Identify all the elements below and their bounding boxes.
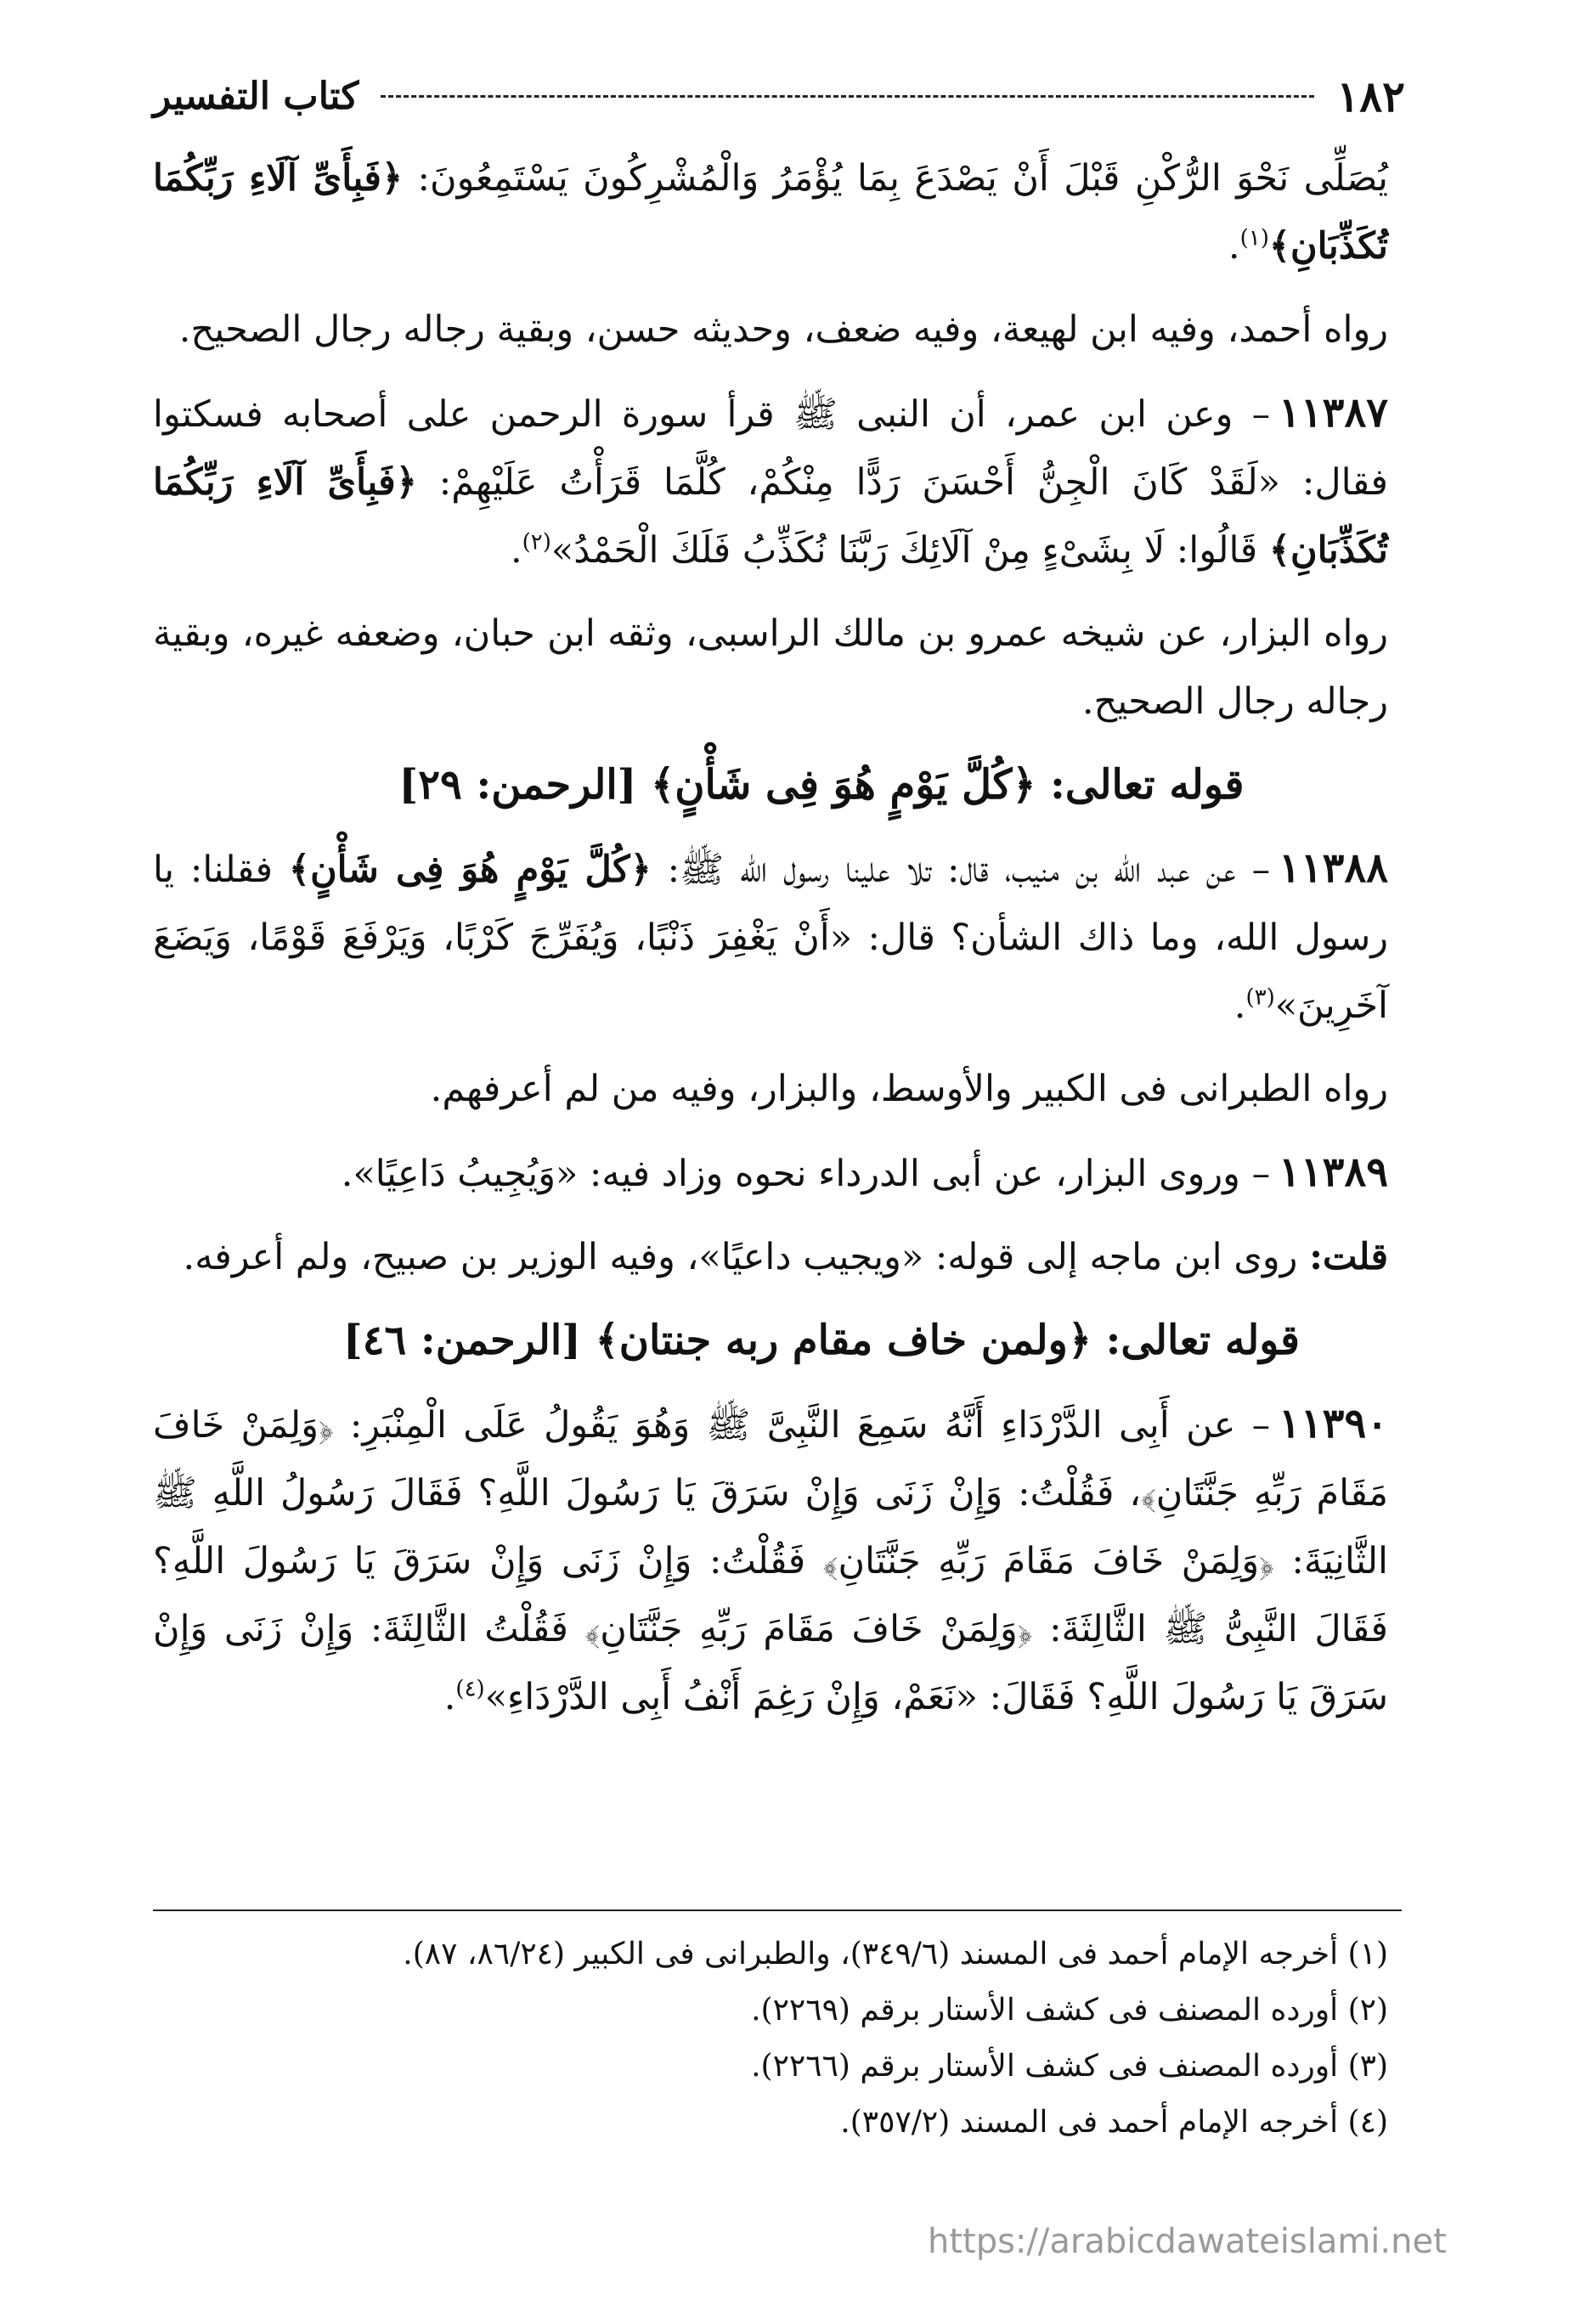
paragraph-text: فقلنا: يا رسول الله، وما ذاك الشأن؟ قال: «أَنْ يَغْفِرَ ذَنْبًا، وَيُفَرِّجَ كَرْبًا، وَيَرْفَعَ قَوْمًا، وَيَضَعَ آخَرِينَ» xyxy=(153,849,1388,1027)
section-heading: قوله تعالى: ﴿ولمن خاف مقام ربه جنتان﴾ [الرحمن: ٤٦] xyxy=(343,1317,1300,1364)
paragraph-text: رواه الطبرانى فى الكبير والأوسط، والبزار، وفيه من لم أعرفهم. xyxy=(430,1068,1388,1110)
footnotes xyxy=(153,1926,1388,2151)
footnote: (١) أخرجه الإمام أحمد فى المسند (٣٤٩/٦)، والطبرانى فى الكبير (٨٦/٢٤، ٨٧). xyxy=(403,1937,1388,1971)
hadith-11388: ١١٣٨٨– عن عبد الله بن منيب، قال: تلا علينا رسول الله ﷺ: ﴿كُلَّ يَوْمٍ هُوَ فِى شَأْنٍ﴾ فقلنا: يا رسول الله، وما ذاك الشأن؟ قال: «أَنْ يَغْفِرَ ذَنْبًا، وَيُفَرِّجَ كَرْبًا، وَيَرْفَعَ قَوْمًا، وَيَضَعَ آخَرِينَ»$^{(٣)}$. xyxy=(153,844,1389,1027)
header-divider xyxy=(381,95,1314,98)
quran-verse: ﴿كُلَّ يَوْمٍ هُوَ فِى شَأْنٍ﴾ xyxy=(288,849,652,891)
hadith-11390: ١١٣٩٠– عن أَبِى الدَّرْدَاءِ أَنَّهُ سَمِعَ النَّبِىَّ ﷺ وَهُوَ يَقُولُ عَلَى الْمِنْبَرِ: ﴿وَلِمَنْ خَافَ مَقَامَ رَبِّهِ جَنَّتَانِ﴾، فَقُلْتُ: وَإِنْ زَنَى وَإِنْ سَرَقَ يَا رَسُولَ اللَّهِ؟ فَقَالَ رَسُولُ اللَّهِ ﷺ الثَّانِيَةَ: ﴿وَلِمَنْ خَافَ مَقَامَ رَبِّهِ جَنَّتَانِ﴾ فَقُلْتُ: وَإِنْ زَنَى وَإِنْ سَرَقَ يَا رَسُولَ اللَّهِ؟ فَقَالَ النَّبِىُّ ﷺ الثَّالِثَةَ: ﴿وَلِمَنْ خَافَ مَقَامَ رَبِّهِ جَنَّتَانِ﴾ فَقُلْتُ الثَّالِثَةَ: وَإِنْ زَنَى وَإِنْ سَرَقَ يَا رَسُولَ اللَّهِ؟ فَقَالَ: «نَعَمْ، وَإِنْ رَغِمَ أَنْفُ أَبِى الدَّرْدَاءِ»$^{(٤)}$. xyxy=(153,1400,1388,1718)
paragraph-continuation: يُصَلِّى نَحْوَ الرُّكْنِ قَبْلَ أَنْ يَصْدَعَ بِمَا يُؤْمَرُ وَالْمُشْرِكُونَ يَسْتَمِعُونَ: ﴿فَبِأَىِّ آلَاءِ رَبِّكُمَا تُكَذِّبَانِ﴾$^{(١)}$. xyxy=(153,157,1388,268)
footnote-divider xyxy=(153,1909,1402,1911)
hadith-11387: ١١٣٨٧– وعن ابن عمر، أن النبى ﷺ قرأ سورة الرحمن على أصحابه فسكتوا فقال: «لَقَدْ كَانَ الْجِنُّ أَحْسَنَ رَدًّا مِنْكُمْ، كُلَّمَا قَرَأْتُ عَلَيْهِمْ: ﴿فَبِأَىِّ آلَاءِ رَبِّكُمَا تُكَذِّبَانِ﴾ قَالُوا: لَا بِشَىْءٍ مِنْ آلَائِكَ رَبَّنَا نُكَذِّبُ فَلَكَ الْحَمْدُ»$^{(٢)}$. xyxy=(153,389,1388,572)
footnote-ref: (٣) xyxy=(1245,984,1275,1011)
footnote-ref: (٤) xyxy=(455,1676,485,1702)
hadith-number: ١١٣٨٨ xyxy=(1279,844,1389,892)
paragraph-text: رواه أحمد، وفيه ابن لهيعة، وفيه ضعف، وحديثه حسن، وبقية رجاله رجال الصحيح. xyxy=(178,308,1388,351)
hadith-number: ١١٣٨٩ xyxy=(1279,1148,1388,1196)
page-number: ١٨٢ xyxy=(1336,71,1405,121)
section-heading: قوله تعالى: ﴿كُلَّ يَوْمٍ هُوَ فِى شَأْنٍ﴾ [الرحمن: ٢٩] xyxy=(398,761,1245,809)
hadith-number: ١١٣٩٠ xyxy=(1279,1400,1388,1447)
narration-note xyxy=(153,296,1388,364)
footnote-ref: (١) xyxy=(1239,225,1269,251)
book-title: كتاب التفسير xyxy=(153,74,359,118)
narration-note xyxy=(153,600,1388,736)
comment-label: قلت: xyxy=(1309,1236,1388,1278)
page-header xyxy=(153,66,1405,126)
paragraph-text: قَالُوا: لَا بِشَىْءٍ مِنْ آلَائِكَ رَبَّنَا نُكَذِّبُ فَلَكَ الْحَمْدُ» xyxy=(550,529,1269,572)
footnote: (٤) أخرجه الإمام أحمد فى المسند (٣٥٧/٢). xyxy=(840,2105,1388,2140)
main-text xyxy=(153,144,1388,1746)
paragraph-text: رواه البزار، عن شيخه عمرو بن مالك الراسبى، وثقه ابن حبان، وضعفه غيره، وبقية رجاله رجال الصحيح. xyxy=(153,612,1388,723)
watermark-url: https://arabicdawateislami.net xyxy=(928,2222,1447,2261)
hadith-number: ١١٣٨٧ xyxy=(1279,389,1388,437)
paragraph-text: – وروى البزار، عن أبى الدرداء نحوه وزاد فيه: «وَيُجِيبُ دَاعِيًا». xyxy=(341,1153,1271,1195)
footnote: (٣) أورده المصنف فى كشف الأستار برقم (٢٢٦٦). xyxy=(751,2049,1388,2084)
narration-note xyxy=(153,1055,1388,1123)
paragraph-text: – عن عبد الله بن منيب، قال: تلا علينا رسول الله ﷺ: xyxy=(651,849,1271,891)
quran-verse: ﴿فَبِأَىِّ آلَاءِ رَبِّكُمَا تُكَذِّبَانِ﴾ xyxy=(153,461,1388,572)
author-comment xyxy=(153,1223,1388,1291)
hadith-11389 xyxy=(153,1138,1388,1208)
footnote: (٢) أورده المصنف فى كشف الأستار برقم (٢٢٦٩). xyxy=(751,1993,1388,2028)
paragraph-text: – وعن ابن عمر، أن النبى ﷺ قرأ سورة الرحمن على أصحابه فسكتوا فقال: «لَقَدْ كَانَ الْجِنُّ أَحْسَنَ رَدًّا مِنْكُمْ، كُلَّمَا قَرَأْتُ عَلَيْهِمْ: xyxy=(153,393,1388,504)
footnote-ref: (٢) xyxy=(522,529,551,556)
quran-verse: ﴿فَبِأَىِّ آلَاءِ رَبِّكُمَا تُكَذِّبَانِ﴾ xyxy=(153,157,1388,268)
paragraph-text: يُصَلِّى نَحْوَ الرُّكْنِ قَبْلَ أَنْ يَصْدَعَ بِمَا يُؤْمَرُ وَالْمُشْرِكُونَ يَسْتَمِعُونَ: xyxy=(403,157,1388,200)
paragraph-text: – عن أَبِى الدَّرْدَاءِ أَنَّهُ سَمِعَ النَّبِىَّ ﷺ وَهُوَ يَقُولُ عَلَى الْمِنْبَرِ: ﴿وَلِمَنْ خَافَ مَقَامَ رَبِّهِ جَنَّتَانِ﴾، فَقُلْتُ: وَإِنْ زَنَى وَإِنْ سَرَقَ يَا رَسُولَ اللَّهِ؟ فَقَالَ رَسُولُ اللَّهِ ﷺ الثَّانِيَةَ: ﴿وَلِمَنْ خَافَ مَقَامَ رَبِّهِ جَنَّتَانِ﴾ فَقُلْتُ: وَإِنْ زَنَى وَإِنْ سَرَقَ يَا رَسُولَ اللَّهِ؟ فَقَالَ النَّبِىُّ ﷺ الثَّالِثَةَ: ﴿وَلِمَنْ خَافَ مَقَامَ رَبِّهِ جَنَّتَانِ﴾ فَقُلْتُ الثَّالِثَةَ: وَإِنْ زَنَى وَإِنْ سَرَقَ يَا رَسُولَ اللَّهِ؟ فَقَالَ: «نَعَمْ، وَإِنْ رَغِمَ أَنْفُ أَبِى الدَّرْدَاءِ» xyxy=(153,1404,1388,1718)
paragraph-text: روى ابن ماجه إلى قوله: «ويجيب داعيًا»، وفيه الوزير بن صبيح، ولم أعرفه. xyxy=(183,1236,1310,1278)
